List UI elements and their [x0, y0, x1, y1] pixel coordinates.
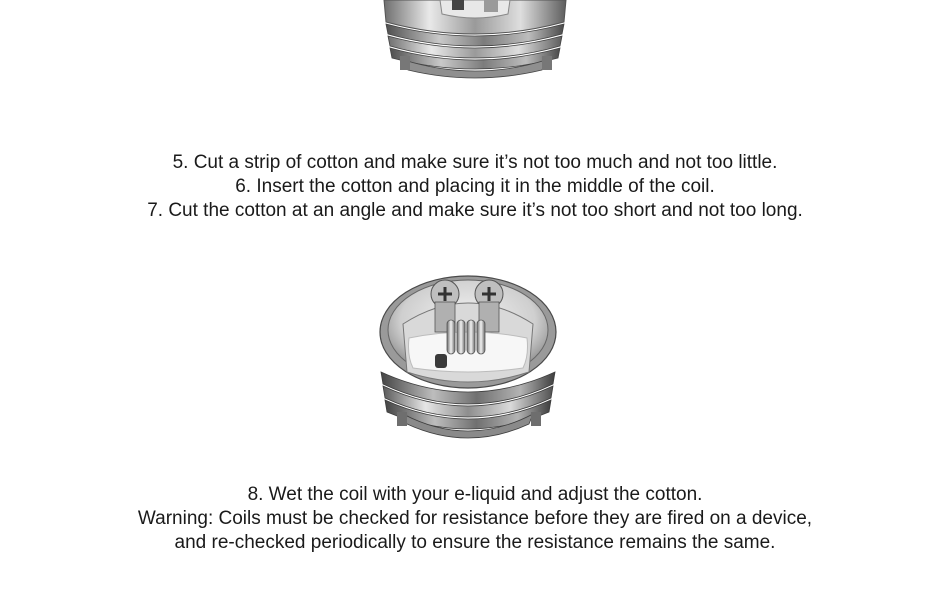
instruction-step-5: 5. Cut a strip of cotton and make sure it’s not too much and not too little. — [172, 152, 778, 173]
warning-line-1: Warning: Coils must be checked for resistance before they are fired on a device, — [137, 508, 813, 529]
rba-deck-coil-cotton-icon — [373, 272, 563, 450]
instruction-step-6: 6. Insert the cotton and placing it in the middle of the coil. — [235, 176, 715, 197]
rba-deck-coil-image — [373, 272, 563, 450]
instruction-step-8: 8. Wet the coil with your e-liquid and adjust the cotton. — [247, 484, 703, 505]
rba-deck-base-image — [380, 0, 570, 82]
warning-line-2: and re-checked periodically to ensure the resistance remains the same. — [174, 532, 776, 553]
rba-deck-base-icon — [380, 0, 570, 82]
instruction-step-7: 7. Cut the cotton at an angle and make sure it’s not too short and not too long. — [147, 200, 803, 221]
instructions-block-1 — [0, 151, 950, 223]
instructions-block-2 — [0, 483, 950, 555]
